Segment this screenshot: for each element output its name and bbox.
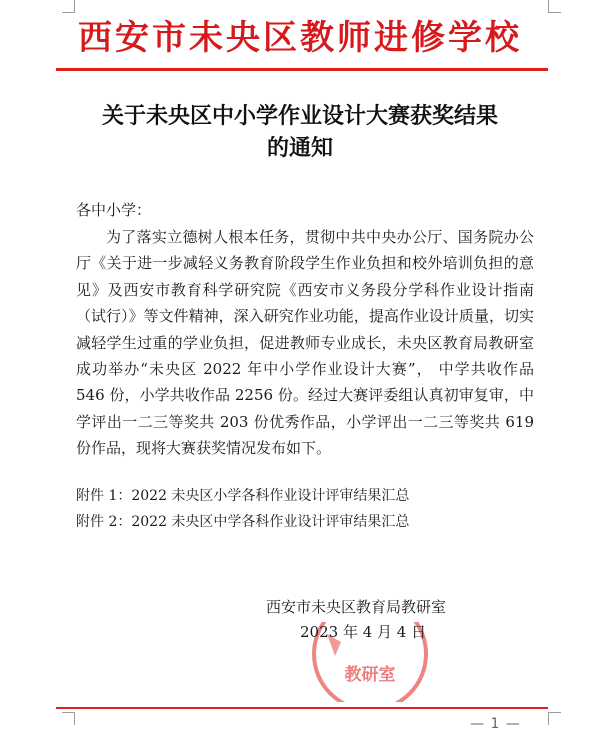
crop-mark-top-right [548,0,561,13]
crop-mark-bottom-right [548,712,561,725]
signature-date: 2023 年 4 月 4 日 [300,623,427,641]
footer-red-rule [56,707,548,709]
notice-title-line-1: 关于未央区中小学作业设计大赛获奖结果 [101,103,498,129]
attachment-1: 附件 1：2022 未央区小学各科作业设计评审结果汇总 [76,488,410,504]
attachment-2: 附件 2：2022 未央区中学各科作业设计评审结果汇总 [76,514,410,530]
signature-organization: 西安市未央区教育局教研室 [266,598,447,616]
letterhead-red-rule [56,68,548,71]
crop-mark-top-left [62,0,75,13]
notice-title [60,100,540,164]
notice-body: 为了落实立德树人根本任务，贯彻中共中央办公厅、国务院办公厅《关于进一步减轻义务教育阶段学生作业负担和校外培训负担的意见》及西安市教育科学研究院《西安市义务段分学科作业设计指南（试行）》等文件精神，深入研究作业功能，提高作业设计质量，切实减轻学生过重的学业负担，促进教师专业成长，未央区教育局教研室成功举办“未央区 2022 年中小学作业设计大赛”， 中学共收作品 546 份，小学共收作品 2256 份。经过大赛评委组认真初审复审，中学评出一二三等奖共 203 份优秀作品，小学评出一二三等奖共 619 份作品，现将大赛获奖情况发布如下。 [76,228,534,458]
seal-text: 教研室 [344,665,396,685]
salutation: 各中小学： [76,201,152,219]
school-letterhead: 西安市未央区教师进修学校 [78,18,522,58]
page-number: — 1 — [470,716,521,732]
notice-title-line-2: 的通知 [266,135,333,161]
crop-mark-bottom-left [62,712,75,725]
